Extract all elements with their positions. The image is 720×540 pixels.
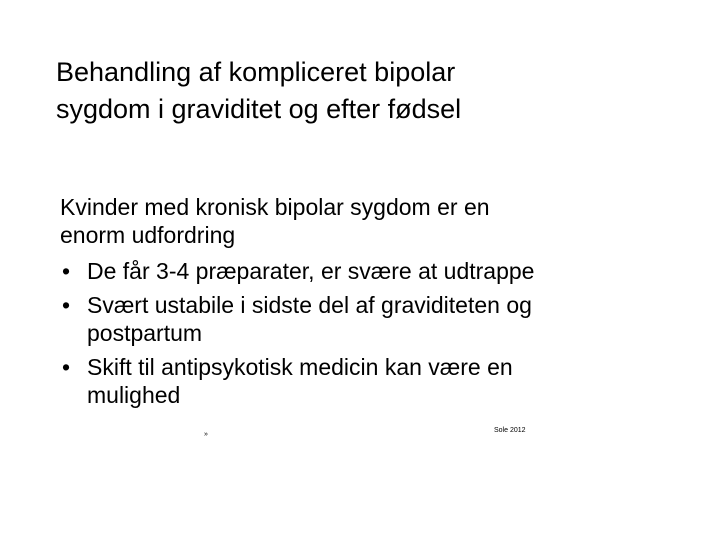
lead-text-line-2: enorm udfordring [60, 222, 236, 248]
bullet-text-1: De får 3-4 præparater, er svære at udtrappe [87, 258, 535, 284]
title-line-2: sygdom i graviditet og efter fødsel [56, 94, 462, 124]
bullet-icon: • [62, 354, 71, 380]
slide-body [60, 193, 680, 409]
title-line-1: Behandling af kompliceret bipolar [56, 57, 456, 87]
bullet-text-2: Svært ustabile i sidste del af graviditeten og [87, 292, 532, 318]
bullet-icon: • [62, 258, 71, 284]
bullet-text-3-cont: mulighed [87, 382, 181, 408]
bullet-text-2-cont: postpartum [87, 320, 203, 346]
slide-title [56, 54, 676, 128]
footer-marker: » [204, 431, 208, 438]
bullet-item-1 [60, 257, 680, 285]
bullet-item-2 [60, 291, 680, 347]
bullet-icon: • [62, 292, 71, 318]
footer-source: Sole 2012 [494, 427, 526, 434]
bullet-item-3 [60, 353, 680, 409]
lead-paragraph [60, 193, 680, 249]
bullet-text-3: Skift til antipsykotisk medicin kan være en [87, 354, 513, 380]
lead-text-line-1: Kvinder med kronisk bipolar sygdom er en [60, 194, 490, 220]
